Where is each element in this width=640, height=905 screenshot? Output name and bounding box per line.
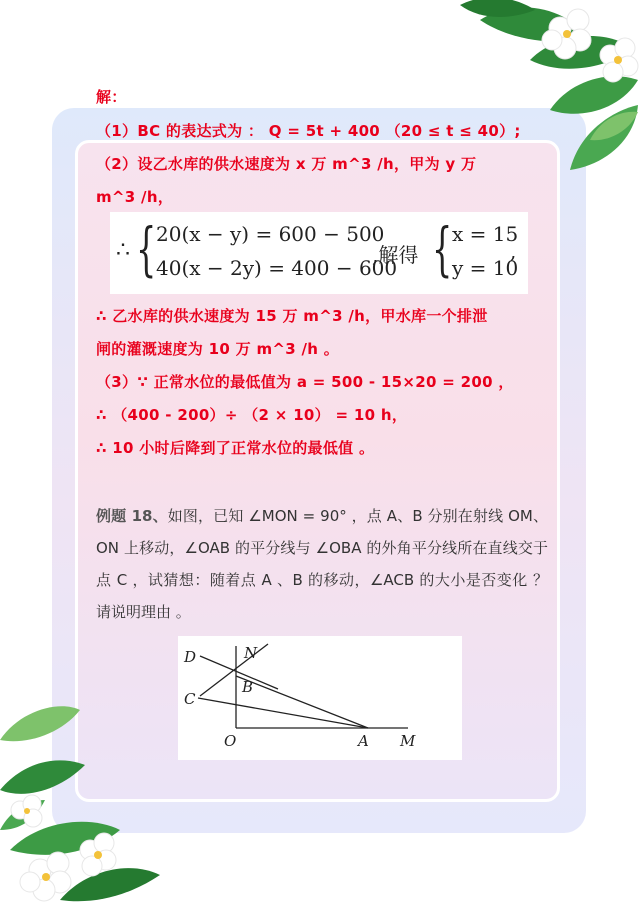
- solution-part2-line1: （2）设乙水库的供水速度为 x 万 m^3 /h，甲为 y 万: [96, 155, 477, 173]
- geometry-figure: [178, 636, 462, 760]
- solution-y: y = 10: [452, 256, 519, 280]
- leaf-flower-decoration-bottom-left-icon: [0, 700, 180, 905]
- label-A: A: [358, 732, 369, 750]
- label-D: D: [184, 648, 197, 666]
- solution-part3-line2: ∴ （400 - 200）÷ （2 × 10） = 10 h，: [96, 406, 408, 424]
- segment-AC: [198, 698, 368, 728]
- label-B: B: [242, 678, 254, 696]
- solution-part3-line1: （3）∵ 正常水位的最低值为 a = 500 - 15×20 = 200 ，: [96, 373, 514, 391]
- equation-system: [110, 212, 528, 294]
- conclusion-line2: 闸的灌溉速度为 10 万 m^3 /h 。: [96, 340, 340, 358]
- solution-x: x = 15: [452, 222, 519, 246]
- left-brace-1: {: [136, 215, 157, 283]
- solution-part1: （1）BC 的表达式为 ： Q = 5t + 400 （20 ≤ t ≤ 40）;: [96, 122, 521, 140]
- label-N: N: [244, 644, 258, 662]
- line-NC: [200, 644, 268, 696]
- segment-AB: [236, 676, 368, 728]
- example-paragraph: [96, 500, 548, 628]
- solve-word: ,解得: [372, 243, 419, 267]
- solution-part2-line2: m^3 /h，: [96, 188, 174, 206]
- left-brace-2: {: [432, 215, 453, 283]
- label-M: M: [400, 732, 416, 750]
- label-C: C: [184, 690, 196, 708]
- equation-tail: ,: [510, 239, 517, 263]
- equation-row-1: 20(x − y) = 600 − 500: [156, 222, 385, 246]
- line-DB: [200, 656, 278, 689]
- label-O: O: [224, 732, 237, 750]
- conclusion-line1: ∴ 乙水库的供水速度为 15 万 m^3 /h，甲水库一个排泄: [96, 307, 488, 325]
- equation-row-2: 40(x − 2y) = 400 − 600: [156, 256, 398, 280]
- example-text: 如图，已知 ∠MON = 90° ，点 A、B 分别在射线 OM、ON 上移动，∠OAB 的平分线与 ∠OBA 的外角平分线所在直线交于点 C ，试猜想：随着点 A 、B 的移动，∠ACB 的大小是否变化 ？请说明理由 。: [96, 507, 548, 621]
- solution-heading: 解：: [96, 88, 127, 106]
- geometry-diagram: [178, 636, 462, 760]
- solution-part3-line3: ∴ 10 小时后降到了正常水位的最低值 。: [96, 439, 375, 457]
- therefore-symbol: ∴: [116, 238, 130, 263]
- example-label: 例题 18、: [96, 507, 168, 525]
